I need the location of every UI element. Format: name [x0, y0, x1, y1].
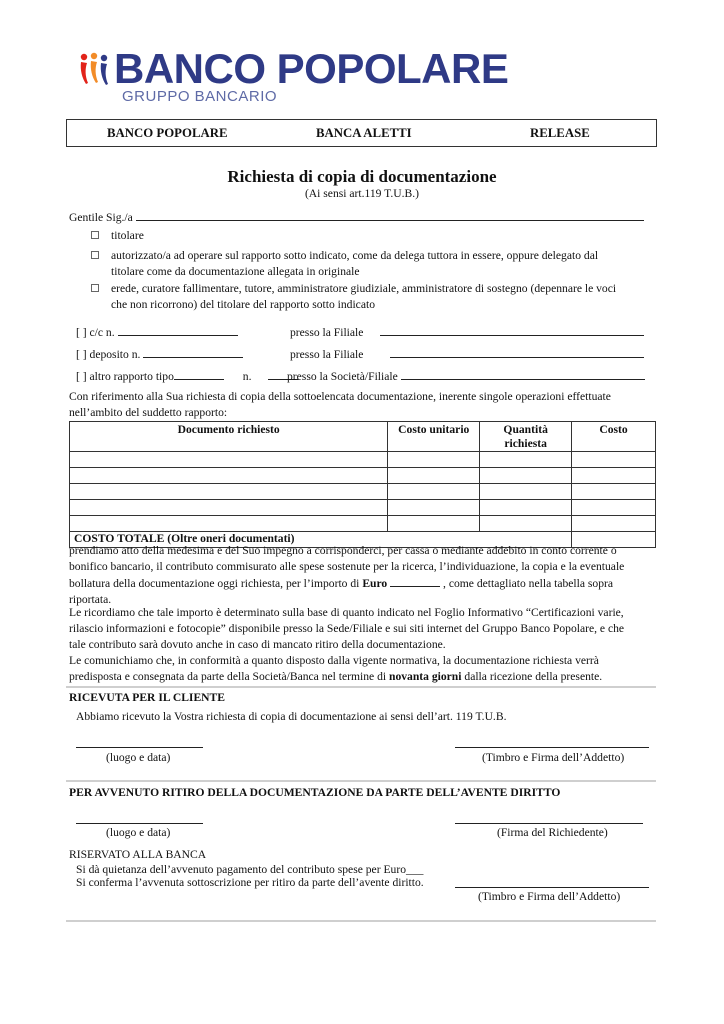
altro-tipo-field[interactable]: [174, 368, 224, 380]
cell[interactable]: [70, 484, 388, 500]
th-costo-unitario: Costo unitario: [388, 422, 480, 452]
cell[interactable]: [388, 468, 480, 484]
header-release: RELEASE: [530, 126, 590, 140]
option-autorizzato: [111, 248, 656, 280]
deposito-filiale-row: [290, 346, 644, 361]
th-costo: Costo: [572, 422, 656, 452]
option-titolare: titolare: [111, 229, 144, 242]
th-quantita: [480, 422, 572, 452]
receipt-luogo-label: (luogo e data): [106, 751, 171, 764]
cell[interactable]: [70, 468, 388, 484]
cc-label: [ ] c/c n.: [76, 326, 115, 339]
riservato-l1: Si dà quietanza dell’avvenuto pagamento del contributo spese per Euro___: [76, 863, 424, 876]
p1-l3b: , come dettagliato nella tabella sopra: [443, 577, 614, 590]
greeting-label: Gentile Sig./a: [69, 211, 133, 224]
table-row: [70, 484, 656, 500]
cell[interactable]: [572, 484, 656, 500]
cc-filiale-label: presso la Filiale: [290, 326, 364, 339]
checkbox-erede[interactable]: [91, 284, 99, 292]
p1-l3a: bollatura della documentazione oggi richiesta, per l’importo di: [69, 577, 360, 590]
table-row: [70, 452, 656, 468]
option-erede: [111, 281, 656, 313]
cell[interactable]: [70, 500, 388, 516]
cell[interactable]: [572, 468, 656, 484]
account-deposito-row: [76, 346, 243, 361]
bank-header-box: [66, 119, 657, 147]
option-autorizzato-l2: titolare come da documentazione allegata in originale: [111, 265, 360, 278]
documents-table: [69, 421, 656, 548]
th-quantita-l2: richiesta: [504, 437, 547, 450]
riservato-title: RISERVATO ALLA BANCA: [69, 848, 207, 861]
cell[interactable]: [480, 468, 572, 484]
ritiro-firma-label: (Firma del Richiedente): [497, 826, 608, 839]
table-row: [70, 500, 656, 516]
cell[interactable]: [388, 484, 480, 500]
p1-l4: riportata.: [69, 593, 112, 606]
cell[interactable]: [572, 452, 656, 468]
p2-l2: rilascio informazioni e fotocopie” disponibile presso la Sede/Filiale e sui siti internet del Gruppo Banco Popolare, e che: [69, 622, 625, 635]
name-field[interactable]: [136, 209, 644, 221]
cell[interactable]: [388, 452, 480, 468]
th-documento: Documento richiesto: [70, 422, 388, 452]
cell[interactable]: [572, 500, 656, 516]
cell[interactable]: [572, 516, 656, 532]
cell[interactable]: [388, 516, 480, 532]
page-subtitle: (Ai sensi art.119 T.U.B.): [304, 187, 420, 200]
receipt-text: Abbiamo ricevuto la Vostra richiesta di copia di documentazione ai sensi dell’art. 119 T.U.B.: [76, 710, 507, 723]
ritiro-firma-line[interactable]: [455, 823, 643, 824]
bank-logo: [78, 40, 509, 110]
total-label: COSTO TOTALE (Oltre oneri documentati): [70, 532, 572, 548]
logo-wordmark: BANCO POPOLARE: [114, 45, 509, 92]
intro-paragraph: [69, 389, 656, 421]
divider: [66, 686, 656, 688]
table-row: [70, 468, 656, 484]
deposito-label: [ ] deposito n.: [76, 348, 141, 361]
option-erede-l2: che non ricorrono) del titolare del rapporto sotto indicato: [111, 298, 375, 311]
table-header-row: [70, 422, 656, 452]
receipt-timbro-label: (Timbro e Firma dell’Addetto): [482, 751, 625, 764]
cc-number-field[interactable]: [118, 324, 238, 336]
p2-l5: [69, 669, 656, 685]
p1-l1: prendiamo atto della medesima e del Suo impegno a corrisponderci, per cassa o mediante addebito in conto corrente o: [69, 544, 617, 557]
th-quantita-l1: Quantità: [503, 423, 548, 436]
altro-label: [ ] altro rapporto tipo: [76, 370, 174, 383]
riservato-l2: Si conferma l’avvenuta sottoscrizione per ritiro da parte dell’avente diritto.: [76, 876, 424, 889]
p1-l2: bonifico bancario, il contributo commisurato alle spese sostenute per la ricerca, l’individuazione, la copia e la eventuale: [69, 560, 625, 573]
option-autorizzato-l1: autorizzato/a ad operare sul rapporto sotto indicato, come da delega tuttora in essere, oppure delegato dal: [111, 249, 599, 262]
checkbox-autorizzato[interactable]: [91, 251, 99, 259]
p2-l4: Le comunichiamo che, in conformità a quanto disposto dalla vigente normativa, la documentazione richiesta verrà: [69, 654, 599, 667]
cc-filiale-row: [290, 324, 644, 339]
ritiro-luogo-line[interactable]: [76, 823, 203, 824]
cell[interactable]: [388, 500, 480, 516]
deposito-filiale-field[interactable]: [390, 346, 644, 358]
receipt-title: RICEVUTA PER IL CLIENTE: [69, 691, 226, 704]
account-cc-row: [76, 324, 238, 339]
people-icon: [78, 52, 112, 86]
cell[interactable]: [480, 484, 572, 500]
cell[interactable]: [480, 500, 572, 516]
cell[interactable]: [480, 516, 572, 532]
receipt-timbro-line[interactable]: [455, 747, 649, 748]
p2-l5b: dalla ricezione della presente.: [464, 670, 603, 683]
p1-euro: Euro: [362, 577, 388, 590]
p2-bold: novanta giorni: [389, 670, 462, 683]
altro-societa-row: [287, 368, 645, 383]
cell[interactable]: [70, 516, 388, 532]
euro-amount-field[interactable]: [390, 575, 440, 587]
receipt-luogo-line[interactable]: [76, 747, 203, 748]
page-title: Richiesta di copia di documentazione: [227, 167, 497, 186]
commitment-paragraph: [69, 543, 656, 608]
p2-l5a: predisposta e consegnata da parte della Società/Banca nel termine di: [69, 670, 387, 683]
option-erede-l1: erede, curatore fallimentare, tutore, amministratore giudiziale, amministratore di sostegno (depennare le voci: [111, 282, 617, 295]
p1-l3: [69, 575, 656, 592]
cell[interactable]: [70, 452, 388, 468]
table-row: [70, 516, 656, 532]
deposito-number-field[interactable]: [143, 346, 243, 358]
info-paragraph: [69, 605, 656, 685]
riservato-timbro-label: (Timbro e Firma dell’Addetto): [478, 890, 621, 903]
cell[interactable]: [480, 452, 572, 468]
riservato-timbro-line[interactable]: [455, 887, 649, 888]
intro-l2: nell’ambito del suddetto rapporto:: [69, 406, 228, 419]
intro-l1: Con riferimento alla Sua richiesta di copia della sottoelencata documentazione, inerente singole operazioni effettuate: [69, 390, 611, 403]
ritiro-luogo-label: (luogo e data): [106, 826, 171, 839]
logo-subtitle: GRUPPO BANCARIO: [122, 88, 278, 105]
ritiro-title: PER AVVENUTO RITIRO DELLA DOCUMENTAZIONE DA PARTE DELL’AVENTE DIRITTO: [69, 786, 561, 799]
checkbox-titolare[interactable]: [91, 231, 99, 239]
altro-societa-label: presso la Società/Filiale: [287, 370, 398, 383]
cc-filiale-field[interactable]: [380, 324, 644, 336]
altro-n-label: n.: [242, 370, 252, 383]
p2-l1: Le ricordiamo che tale importo è determinato sulla base di quanto indicato nel Foglio Informativo “Certificazioni varie,: [69, 606, 624, 619]
altro-societa-field[interactable]: [401, 368, 645, 380]
header-banca-aletti: BANCA ALETTI: [316, 126, 412, 140]
divider: [66, 920, 656, 922]
deposito-filiale-label: presso la Filiale: [290, 348, 364, 361]
divider: [66, 780, 656, 782]
greeting-line: [69, 209, 644, 224]
account-altro-row: [76, 368, 298, 383]
header-banco-popolare: BANCO POPOLARE: [107, 126, 228, 140]
p2-l3: tale contributo sarà dovuto anche in caso di mancato ritiro della documentazione.: [69, 638, 446, 651]
